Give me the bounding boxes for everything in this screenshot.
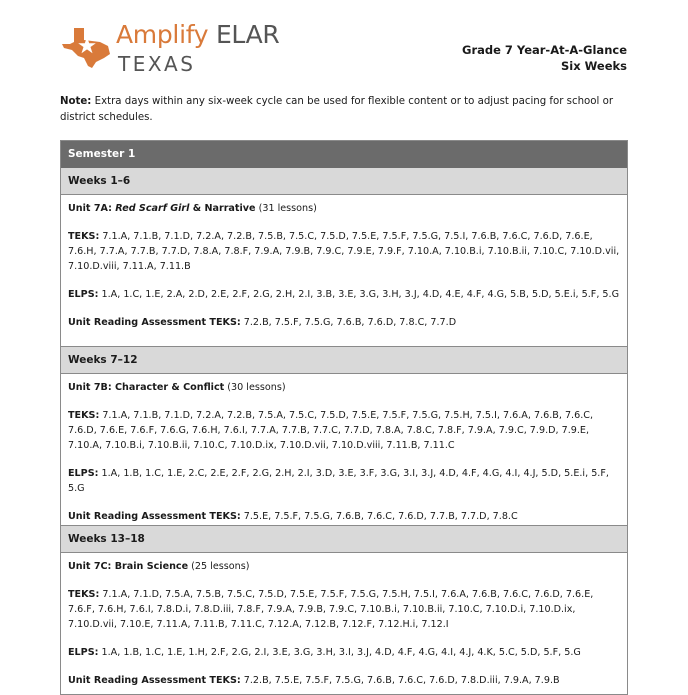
brand-region: TEXAS [118,52,196,76]
elps-list: ELPS: 1.A, 1.C, 1.E, 2.A, 2.D, 2.E, 2.F, 2.G, 2.H, 2.I, 3.B, 3.E, 3.G, 3.H, 3.J, 4.D, 4.E, 4.F, 4.G, 5.B, 5.D, 5.E.i, 5.F, 5.G [68,289,620,300]
unit-title: Unit 7A: Red Scarf Girl & Narrative (31 lessons) [68,203,317,214]
teks-list: TEKS: 7.1.A, 7.1.D, 7.5.A, 7.5.B, 7.5.C, 7.5.D, 7.5.E, 7.5.F, 7.5.G, 7.5.H, 7.5.I, 7.6.A, 7.6.B, 7.6.C, 7.6.D, 7.6.E, 7.6.F, 7.6.H, 7.6.I, 7.8.D.i, 7.8.D.iii, 7.8.F, 7.9.A, 7.9.B, 7.9.C, 7.10.B.i, 7.10.B.ii, 7.10.C, 7.10.D.i, 7.10.D.ix, 7.10.D.vii, 7.10.E, 7.11.A, 7.11.B, 7.11.C, 7.12.A, 7.12.B, 7.12.F, 7.12.H.i, 7.12.I [68,589,594,630]
weeks-header: Weeks 13–18 [61,525,627,553]
unit-assessment-teks: Unit Reading Assessment TEKS: 7.2.B, 7.5.F, 7.5.G, 7.6.B, 7.6.D, 7.8.C, 7.7.D [68,317,457,328]
unit-assessment-teks: Unit Reading Assessment TEKS: 7.5.E, 7.5.F, 7.5.G, 7.6.B, 7.6.C, 7.6.D, 7.7.B, 7.7.D, 7.8.C [68,511,518,522]
amplify-elar-texas-logo [60,22,300,82]
unit-block [61,195,627,346]
elps-list: ELPS: 1.A, 1.B, 1.C, 1.E, 1.H, 2.F, 2.G, 2.I, 3.E, 3.G, 3.H, 3.I, 3.J, 4.D, 4.F, 4.G, 4.I, 4.J, 4.K, 5.C, 5.D, 5.F, 5.G [68,647,581,658]
brand-name: Amplify [116,20,209,49]
document-title [462,42,627,74]
note-label: Note: [60,96,92,107]
teks-list: TEKS: 7.1.A, 7.1.B, 7.1.D, 7.2.A, 7.2.B, 7.5.B, 7.5.C, 7.5.D, 7.5.E, 7.5.F, 7.5.G, 7.5.I, 7.6.B, 7.6.C, 7.6.D, 7.6.E, 7.6.H, 7.7.A, 7.7.B, 7.7.D, 7.8.A, 7.8.F, 7.9.A, 7.9.B, 7.9.C, 7.9.E, 7.9.F, 7.10.A, 7.10.B.i, 7.10.B.ii, 7.10.C, 7.10.D.vii, 7.10.D.viii, 7.11.A, 7.11.B [68,231,620,272]
elps-list: ELPS: 1.A, 1.B, 1.C, 1.E, 2.C, 2.E, 2.F, 2.G, 2.H, 2.I, 3.D, 3.E, 3.F, 3.G, 3.I, 3.J, 4.D, 4.F, 4.G, 4.I, 4.J, 5.D, 5.E.i, 5.F, 5.G [68,468,609,494]
unit-block [61,553,627,694]
unit-block [61,374,627,525]
pacing-note [60,94,640,126]
note-text: Extra days within any six-week cycle can be used for flexible content or to adjust pacing for school or district schedules. [60,96,614,123]
brand-product: ELAR [215,20,280,49]
texas-state-icon [60,26,112,70]
unit-title: Unit 7B: Character & Conflict (30 lessons) [68,382,286,393]
weeks-header: Weeks 7–12 [61,346,627,374]
weeks-header: Weeks 1–6 [61,168,627,195]
brand-title [116,20,280,49]
teks-list: TEKS: 7.1.A, 7.1.B, 7.1.D, 7.2.A, 7.2.B, 7.5.A, 7.5.C, 7.5.D, 7.5.E, 7.5.F, 7.5.G, 7.5.H, 7.5.I, 7.6.A, 7.6.B, 7.6.C, 7.6.D, 7.6.E, 7.6.F, 7.6.G, 7.6.H, 7.6.I, 7.7.A, 7.7.B, 7.7.C, 7.7.D, 7.8.A, 7.8.C, 7.8.F, 7.9.A, 7.9.C, 7.9.D, 7.9.E, 7.10.A, 7.10.B.i, 7.10.B.ii, 7.10.C, 7.10.D.ix, 7.10.D.vii, 7.10.D.viii, 7.11.B, 7.11.C [68,410,594,451]
unit-title: Unit 7C: Brain Science (25 lessons) [68,561,250,572]
document-title-line1: Grade 7 Year-At-A-Glance [462,43,627,57]
semester-header: Semester 1 [61,141,627,168]
document-title-line2: Six Weeks [560,59,627,73]
page-header [0,0,688,90]
year-at-a-glance-table [60,140,628,695]
unit-assessment-teks: Unit Reading Assessment TEKS: 7.2.B, 7.5.E, 7.5.F, 7.5.G, 7.6.B, 7.6.C, 7.6.D, 7.8.D.iii, 7.9.A, 7.9.B [68,675,560,686]
